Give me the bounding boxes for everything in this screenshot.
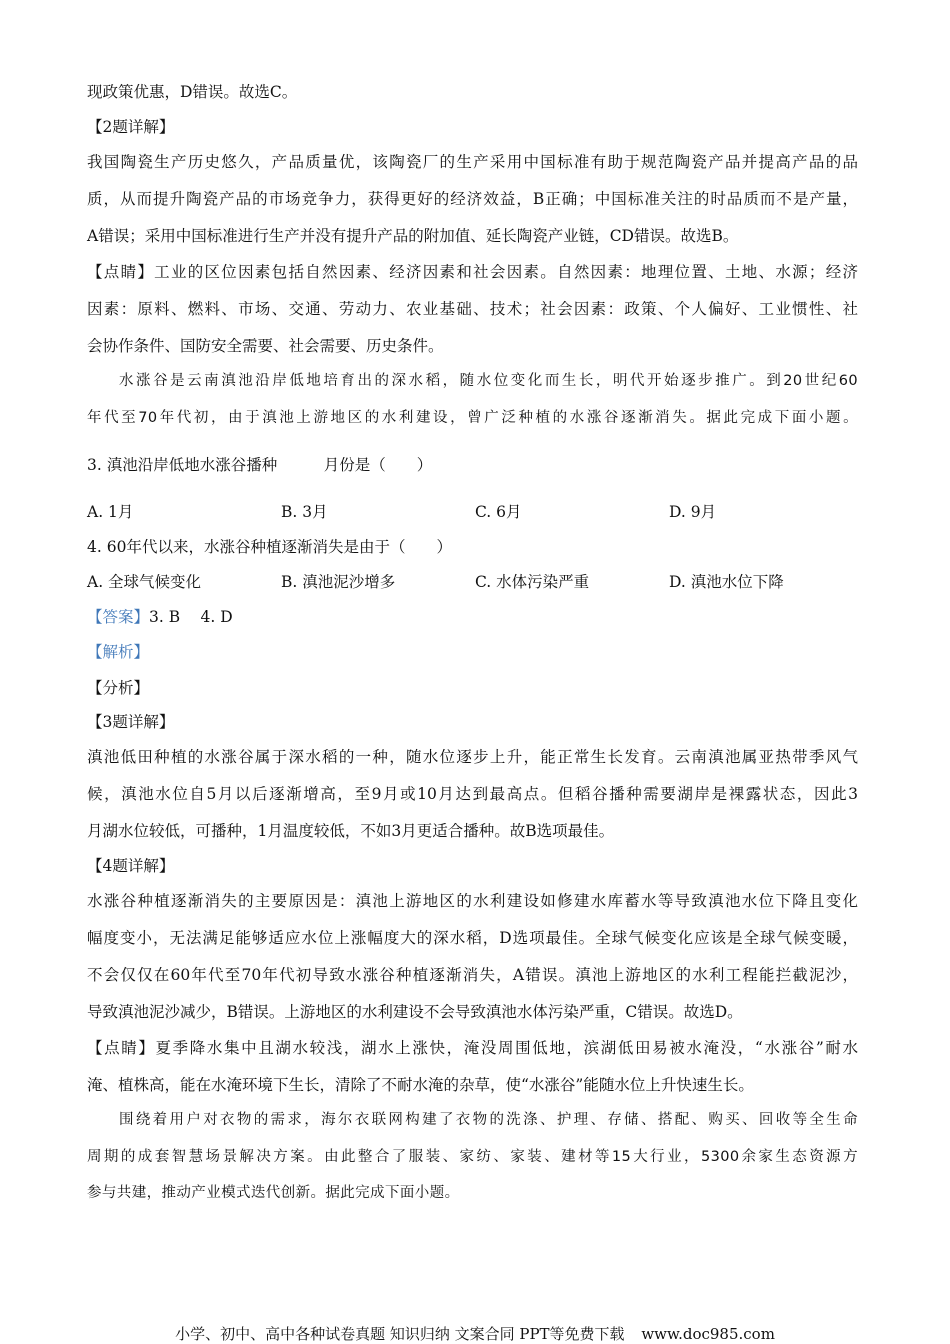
section-heading: 【3题详解】 [87, 713, 175, 731]
text-line: 【点睛】夏季降水集中且湖水较浅，湖水上涨快，淹没周围低地，滨湖低田易被水淹没，“水涨谷”耐水 [87, 1039, 858, 1057]
q4-option-d: D. 滇池水位下降 [669, 573, 784, 591]
text-line: 滇池低田种植的水涨谷属于深水稻的一种，随水位逐步上升，能正常生长发育。云南滇池属亚热带季风气 [87, 748, 858, 766]
q3-option-b: B. 3月 [281, 503, 328, 521]
footer-link[interactable]: www.doc985.com [641, 1325, 775, 1343]
q4-option-a: A. 全球气候变化 [87, 573, 202, 591]
question-4: 4. 60年代以来，水涨谷种植逐渐消失是由于（ ） [87, 538, 452, 556]
section-heading: 【分析】 [87, 679, 150, 697]
passage-line: 参与共建，推动产业模式迭代创新。据此完成下面小题。 [87, 1185, 460, 1201]
text-line: 候，滇池水位自5月以后逐渐增高，至9月或10月达到最高点。但稻谷播种需要湖岸是裸露状态，因此3 [87, 785, 858, 803]
page-footer [0, 1324, 950, 1344]
q3-option-a: A. 1月 [87, 503, 134, 521]
footer-text: 小学、初中、高中各种试卷真题 知识归纳 文案合同 PPT等免费下载 [175, 1325, 625, 1343]
answer-text: 3. B 4. D [149, 608, 233, 626]
q3-option-d: D. 9月 [669, 503, 717, 521]
text-line: 导致滇池泥沙减少，B错误。上游地区的水利建设不会导致滇池水体污染严重，C错误。故选D。 [87, 1003, 743, 1021]
section-heading: 【2题详解】 [87, 118, 175, 136]
text-line: 淹、植株高，能在水淹环境下生长，清除了不耐水淹的杂草，使“水涨谷”能随水位上升快速生长。 [87, 1076, 754, 1094]
q4-option-c: C. 水体污染严重 [475, 573, 590, 591]
passage-line: 围绕着用户对衣物的需求，海尔衣联网构建了衣物的洗涤、护理、存储、搭配、购买、回收等全生命 [119, 1112, 858, 1128]
passage-line: 水涨谷是云南滇池沿岸低地培育出的深水稻，随水位变化而生长，明代开始逐步推广。到20世纪60 [119, 373, 858, 389]
text-line: 不会仅仅在60年代至70年代初导致水涨谷种植逐渐消失，A错误。滇池上游地区的水利工程能拦截泥沙， [87, 966, 858, 984]
text-line: 水涨谷种植逐渐消失的主要原因是：滇池上游地区的水利建设如修建水库蓄水等导致滇池水位下降且变化 [87, 892, 858, 910]
passage-line: 年代至70年代初，由于滇池上游地区的水利建设，曾广泛种植的水涨谷逐渐消失。据此完成下面小题。 [87, 410, 858, 426]
text-line: 现政策优惠，D错误。故选C。 [87, 83, 298, 101]
q4-option-b: B. 滇池泥沙增多 [281, 573, 396, 591]
answer-line [87, 607, 858, 627]
text-line: 【点睛】工业的区位因素包括自然因素、经济因素和社会因素。自然因素：地理位置、土地、水源；经济 [87, 263, 858, 281]
section-heading: 【4题详解】 [87, 857, 175, 875]
text-line: A错误；采用中国标准进行生产并没有提升产品的附加值、延长陶瓷产业链，CD错误。故选B。 [87, 227, 739, 245]
analysis-label: 【解析】 [87, 643, 150, 661]
text-line: 幅度变小，无法满足能够适应水位上涨幅度大的深水稻，D选项最佳。全球气候变化应该是全球气候变暖， [87, 929, 858, 947]
text-line: 因素：原料、燃料、市场、交通、劳动力、农业基础、技术；社会因素：政策、个人偏好、工业惯性、社 [87, 300, 858, 318]
text-line: 质，从而提升陶瓷产品的市场竞争力，获得更好的经济效益，B正确；中国标准关注的时品质而不是产量， [87, 190, 858, 208]
passage-line: 周期的成套智慧场景解决方案。由此整合了服装、家纺、家装、建材等15大行业，5300余家生态资源方 [87, 1149, 858, 1165]
text-line: 月湖水位较低，可播种，1月温度较低，不如3月更适合播种。故B选项最佳。 [87, 822, 615, 840]
q3-option-c: C. 6月 [475, 503, 522, 521]
question-3: 3. 滇池沿岸低地水涨谷播种 月份是（ ） [87, 456, 433, 474]
answer-label: 【答案】 [87, 608, 150, 626]
text-line: 会协作条件、国防安全需要、社会需要、历史条件。 [87, 337, 444, 355]
text-line: 我国陶瓷生产历史悠久，产品质量优，该陶瓷厂的生产采用中国标准有助于规范陶瓷产品并提高产品的品 [87, 153, 858, 171]
